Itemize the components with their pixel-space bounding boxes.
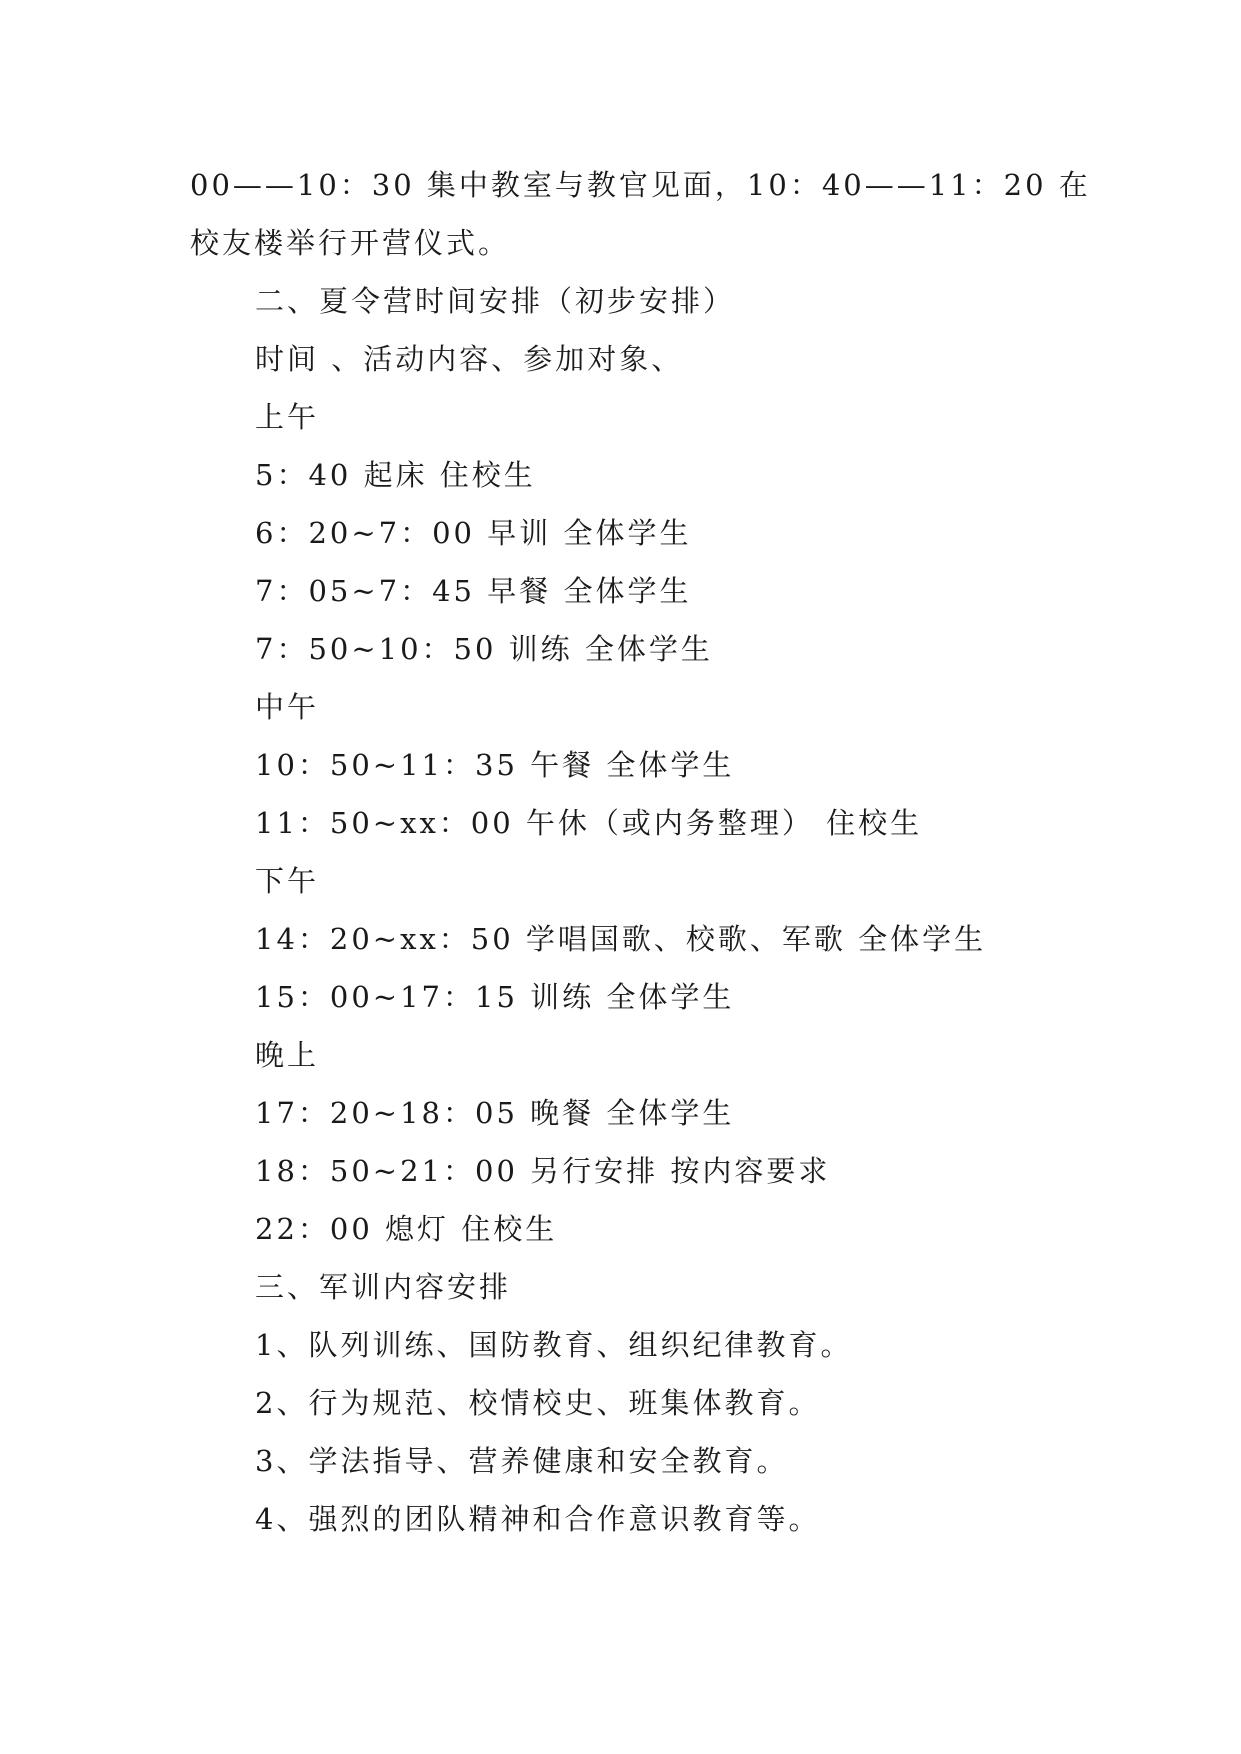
section-heading: 二、夏令营时间安排（初步安排） (255, 284, 736, 318)
schedule-row: 22：00 熄灯 住校生 (255, 1212, 558, 1246)
section-heading: 三、军训内容安排 (255, 1270, 512, 1304)
schedule-row: 10：50~11：35 午餐 全体学生 (255, 748, 735, 782)
schedule-row: 14：20~xx：50 学唱国歌、校歌、军歌 全体学生 (255, 922, 987, 956)
schedule-row: 15：00~17：15 训练 全体学生 (255, 980, 735, 1014)
period-label: 中午 (255, 690, 320, 724)
list-item: 3、学法指导、营养健康和安全教育。 (255, 1444, 789, 1478)
schedule-row: 11：50~xx：00 午休（或内务整理） 住校生 (255, 806, 923, 840)
schedule-row: 7：05~7：45 早餐 全体学生 (255, 574, 692, 608)
schedule-header: 时间 、活动内容、参加对象、 (255, 342, 684, 376)
period-label: 下午 (255, 864, 320, 898)
list-item: 1、队列训练、国防教育、组织纪律教育。 (255, 1328, 853, 1362)
schedule-row: 5：40 起床 住校生 (255, 458, 536, 492)
list-item: 4、强烈的团队精神和合作意识教育等。 (255, 1502, 821, 1536)
paragraph-line: 校友楼举行开营仪式。 (190, 226, 511, 260)
schedule-row: 6：20~7：00 早训 全体学生 (255, 516, 692, 550)
period-label: 晚上 (255, 1038, 320, 1072)
period-label: 上午 (255, 400, 320, 434)
schedule-row: 17：20~18：05 晚餐 全体学生 (255, 1096, 735, 1130)
schedule-row: 18：50~21：00 另行安排 按内容要求 (255, 1154, 831, 1188)
schedule-row: 7：50~10：50 训练 全体学生 (255, 632, 713, 666)
paragraph-line: 00——10：30 集中教室与教官见面，10：40——11：20 在 (190, 168, 1091, 202)
list-item: 2、行为规范、校情校史、班集体教育。 (255, 1386, 821, 1420)
